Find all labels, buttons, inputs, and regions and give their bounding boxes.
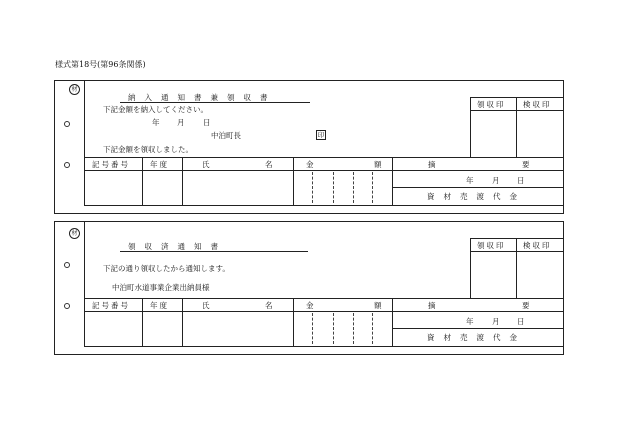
- summary-1-label: 資材売渡代金: [427, 192, 526, 201]
- table-1-col-rule: [182, 157, 183, 205]
- table-2-col-rule: [392, 298, 393, 346]
- material-mark-icon: 材: [69, 228, 80, 239]
- table-1-top-rule: [84, 157, 564, 158]
- slip-1-issuer: 中泊町長: [211, 131, 241, 140]
- table-1-col-rule: [293, 157, 294, 205]
- stamp-area-header-rule: [470, 251, 564, 252]
- amount-digit-guide: [353, 313, 354, 344]
- slip-2-left-rule: [84, 221, 85, 346]
- col-amount-a: 金: [306, 301, 314, 310]
- stamp-received-label: 領収印: [477, 241, 506, 250]
- table-2-header-rule: [84, 311, 564, 312]
- stamp-area-left-rule: [470, 97, 471, 157]
- slip-2-title: 領収済通知書: [128, 242, 227, 251]
- summary-1-year: 年: [466, 176, 474, 185]
- col-fiscal-year: 年度: [150, 301, 169, 310]
- summary-1-day: 日: [517, 176, 525, 185]
- slip-1-date-month: 月: [177, 118, 185, 127]
- table-1-col-rule: [392, 157, 393, 205]
- stamp-inspected-label: 検収印: [523, 241, 552, 250]
- stamp-inspected-label: 検収印: [523, 100, 552, 109]
- slip-2-instruction: 下記の通り領収したから通知します。: [103, 264, 230, 273]
- official-seal-icon: 印: [317, 131, 325, 139]
- summary-2-year: 年: [466, 317, 474, 326]
- stamp-area-mid-rule: [516, 238, 517, 298]
- slip-1-received-note: 下記金額を領収しました。: [103, 145, 193, 154]
- amount-digit-guide: [312, 313, 313, 344]
- slip-1-left-rule: [84, 80, 85, 205]
- summary-2-label: 資材売渡代金: [427, 333, 526, 342]
- amount-digit-guide: [333, 313, 334, 344]
- punch-hole-icon: [64, 303, 70, 309]
- slip-1-instruction: 下記金額を納入してください。: [103, 105, 208, 114]
- table-2-col-rule: [142, 298, 143, 346]
- slip-1-title: 納入通知書兼領収書: [128, 93, 277, 102]
- summary-2-month: 月: [492, 317, 500, 326]
- punch-hole-icon: [64, 162, 70, 168]
- slip-2-title-underline: [120, 251, 308, 252]
- amount-digit-guide: [333, 172, 334, 203]
- stamp-area-left-rule: [470, 238, 471, 298]
- col-note-b: 要: [522, 160, 530, 169]
- col-record-number: 記号番号: [92, 160, 130, 169]
- table-2-col-rule: [182, 298, 183, 346]
- col-fiscal-year: 年度: [150, 160, 169, 169]
- amount-digit-guide: [353, 172, 354, 203]
- slip-1-title-underline: [120, 102, 310, 103]
- stamp-area-top-rule: [470, 97, 564, 98]
- table-1-col-rule: [142, 157, 143, 205]
- col-note-a: 摘: [428, 160, 436, 169]
- slip-1-date-year: 年: [152, 118, 160, 127]
- col-name-b: 名: [265, 301, 273, 310]
- col-name-b: 名: [265, 160, 273, 169]
- summary-1-divider: [392, 187, 564, 188]
- table-2-bottom-rule: [84, 346, 564, 347]
- stamp-area-header-rule: [470, 110, 564, 111]
- material-mark-icon: 材: [69, 84, 80, 95]
- amount-digit-guide: [372, 172, 373, 203]
- col-note-a: 摘: [428, 301, 436, 310]
- stamp-received-label: 領収印: [477, 100, 506, 109]
- table-1-bottom-rule: [84, 205, 564, 206]
- col-amount-b: 額: [374, 160, 382, 169]
- slip-1-date-day: 日: [203, 118, 211, 127]
- table-1-header-rule: [84, 170, 564, 171]
- amount-digit-guide: [312, 172, 313, 203]
- form-label: 様式第18号(第96条関係): [55, 60, 146, 69]
- punch-hole-icon: [64, 262, 70, 268]
- table-2-col-rule: [293, 298, 294, 346]
- col-record-number: 記号番号: [92, 301, 130, 310]
- summary-2-day: 日: [517, 317, 525, 326]
- col-name-a: 氏: [202, 301, 210, 310]
- amount-digit-guide: [372, 313, 373, 344]
- col-name-a: 氏: [202, 160, 210, 169]
- summary-1-month: 月: [492, 176, 500, 185]
- col-amount-b: 額: [374, 301, 382, 310]
- col-amount-a: 金: [306, 160, 314, 169]
- table-2-top-rule: [84, 298, 564, 299]
- stamp-area-mid-rule: [516, 97, 517, 157]
- stamp-area-top-rule: [470, 238, 564, 239]
- punch-hole-icon: [64, 121, 70, 127]
- slip-2-recipient: 中泊町水道事業企業出納員様: [112, 283, 210, 292]
- summary-2-divider: [392, 328, 564, 329]
- col-note-b: 要: [522, 301, 530, 310]
